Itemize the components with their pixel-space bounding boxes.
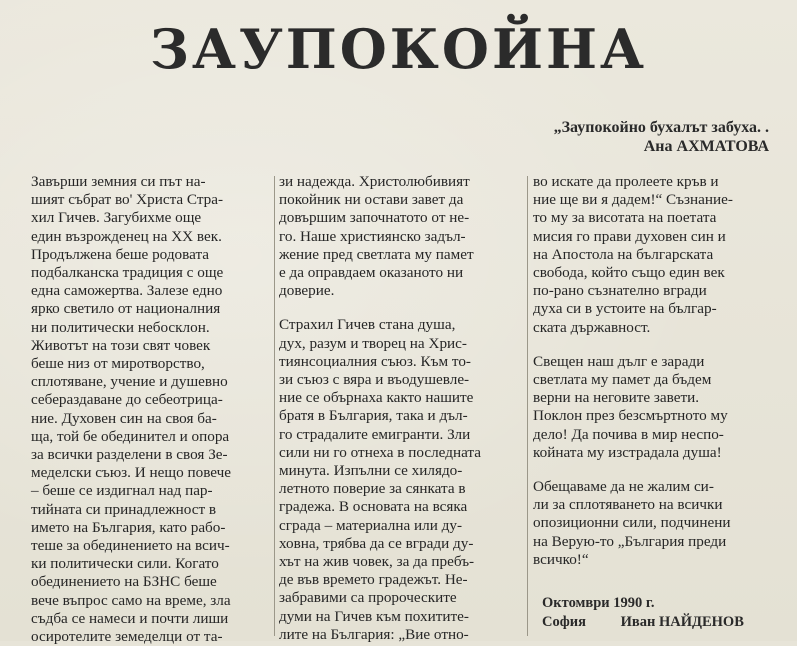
text-line: ние ще ви я дадем!“ Съзнание- — [533, 191, 733, 209]
text-line: ховна, трябва да се вгради ду- — [279, 534, 474, 552]
text-line: зи съюз с вяра и въодушевле- — [279, 371, 470, 389]
text-line: койната му изстрадала душа! — [533, 443, 722, 461]
text-line: меделски съюз. И нещо повече — [31, 464, 232, 482]
text-line: себераздаване до себеотрица- — [31, 391, 223, 409]
text-line: довършим започнатото от не- — [279, 209, 470, 227]
text-line: – беше се издигнал над пар- — [31, 482, 213, 500]
text-line: шият събрат во' Христа Стра- — [31, 191, 224, 209]
text-line: забравими са пророческите — [279, 589, 457, 607]
text-line: зи надежда. Христолюбивият — [279, 173, 470, 190]
text-line: опозиционни сили, подчинени — [533, 514, 731, 532]
text-line: де във времето градежът. Не- — [279, 571, 468, 589]
text-line: братя в България, така и дъл- — [279, 407, 468, 425]
text-line: Свещен наш дълг е заради — [533, 352, 705, 370]
text-line: свобода, който също един век — [533, 264, 725, 282]
text-line: на Верую-то „България преди — [533, 532, 727, 550]
text-line: летното поверие за сянката в — [279, 480, 466, 498]
text-line: теше за обединението на всич- — [31, 537, 230, 555]
text-line: Страхил Гичев стана душа, — [279, 316, 456, 334]
text-line: ли за сплотяването на всички — [533, 496, 723, 514]
text-line: то му за висотата на поетата — [533, 209, 717, 227]
column-divider — [527, 176, 528, 636]
text-line: светлата му памет да бъдем — [533, 371, 712, 389]
text-line: ярко светило от националния — [31, 300, 221, 318]
paragraph-gap — [533, 462, 785, 478]
text-line: за всички разделени в своя Зе- — [31, 446, 228, 464]
text-line: ние се обърнаха както нашите — [279, 389, 474, 407]
text-line: минута. Изпълни се хилядо- — [279, 462, 463, 480]
text-line: на Апостола на българската — [533, 245, 714, 263]
text-line: Животът на този свят човек — [31, 336, 211, 354]
signoff-place-author — [542, 613, 787, 632]
text-line: верни на неговите завети. — [533, 389, 700, 407]
text-line: е да оправдаем оказаното ни — [279, 264, 464, 282]
text-line: духа си в устоите на българ- — [533, 300, 717, 318]
epigraph-quote: „Заупокойно бухалът забуха. . — [553, 119, 769, 136]
text-line: дело! Да почива в мир неспо- — [533, 425, 724, 443]
text-line: името на България, като рабо- — [31, 518, 226, 536]
text-line: думи на Гичев към похитите- — [279, 607, 469, 625]
text-line: един възрожденец на XX век. — [31, 227, 222, 245]
text-line: покойник ни остави завет да — [279, 191, 464, 209]
text-line: тиянсоциалния съюз. Към то- — [279, 352, 471, 370]
text-line: жение пред светлата му памет — [279, 245, 474, 263]
text-line: една саможертва. Залезе едно — [31, 282, 223, 300]
text-line: хил Гичев. Загубихме още — [31, 209, 202, 227]
text-line: беше низ от миротворство, — [31, 355, 205, 373]
signoff — [542, 594, 787, 632]
text-line: осиротелите земеделци от та- — [31, 628, 223, 646]
text-line: ние. Духовен син на своя ба- — [31, 409, 217, 427]
paragraph-gap — [279, 300, 523, 316]
signoff-author: Иван НАЙДЕНОВ — [620, 614, 744, 630]
text-column-1 — [31, 173, 271, 646]
text-line: подбалканска традиция с още — [31, 264, 224, 282]
column-divider — [274, 176, 275, 636]
text-line: дух, разум и творец на Хрис- — [279, 334, 467, 352]
text-line: обединението на БЗНС беше — [31, 573, 217, 591]
text-line: сили ни го отнеха в последната — [279, 443, 481, 461]
text-line: сграда – материална или ду- — [279, 516, 463, 534]
text-line: го страдалите емигранти. Зли — [279, 425, 471, 443]
text-line: го. Наше християнско задъл- — [279, 227, 466, 245]
headline: ЗАУПОКОЙНА — [150, 17, 647, 81]
paragraph-gap — [533, 337, 785, 353]
text-line: мисия го прави духовен син и — [533, 227, 726, 245]
text-line: во искате да пролеете кръв и — [533, 173, 719, 190]
text-line: Продължена беше родовата — [31, 245, 210, 263]
text-line: лите на България: „Вие отно- — [279, 625, 469, 643]
text-line: ки политически сили. Когато — [31, 555, 219, 573]
text-line: ската държавност. — [533, 318, 651, 336]
text-line: доверие. — [279, 282, 335, 300]
text-line: тийната си принадлежност в — [31, 500, 217, 518]
text-line: съдба се намеси и почти лиши — [31, 609, 229, 627]
signoff-date: Октомври 1990 г. — [542, 595, 655, 611]
text-column-3 — [533, 173, 785, 569]
text-line: вече въпрос само на време, зла — [31, 591, 231, 609]
text-line: Поклон през безсмъртното му — [533, 407, 728, 425]
signoff-place: София — [542, 614, 586, 630]
text-line: всичко!“ — [533, 550, 589, 568]
text-column-2 — [279, 173, 523, 644]
epigraph — [554, 118, 769, 156]
text-line: Обещаваме да не жалим си- — [533, 478, 714, 496]
text-line: хът на жив човек, за да пребъ- — [279, 553, 475, 571]
text-line: Завърши земния си път на- — [31, 173, 206, 190]
text-line: сплотяване, учение и душевно — [31, 373, 228, 391]
text-line: по-рано съзнателно вгради — [533, 282, 707, 300]
text-line: ща, той бе обединител и опора — [31, 427, 230, 445]
text-line: градежа. В основата на всяка — [279, 498, 468, 516]
text-line: ни политически небосклон. — [31, 318, 210, 336]
epigraph-author: Ана АХМАТОВА — [643, 138, 769, 155]
